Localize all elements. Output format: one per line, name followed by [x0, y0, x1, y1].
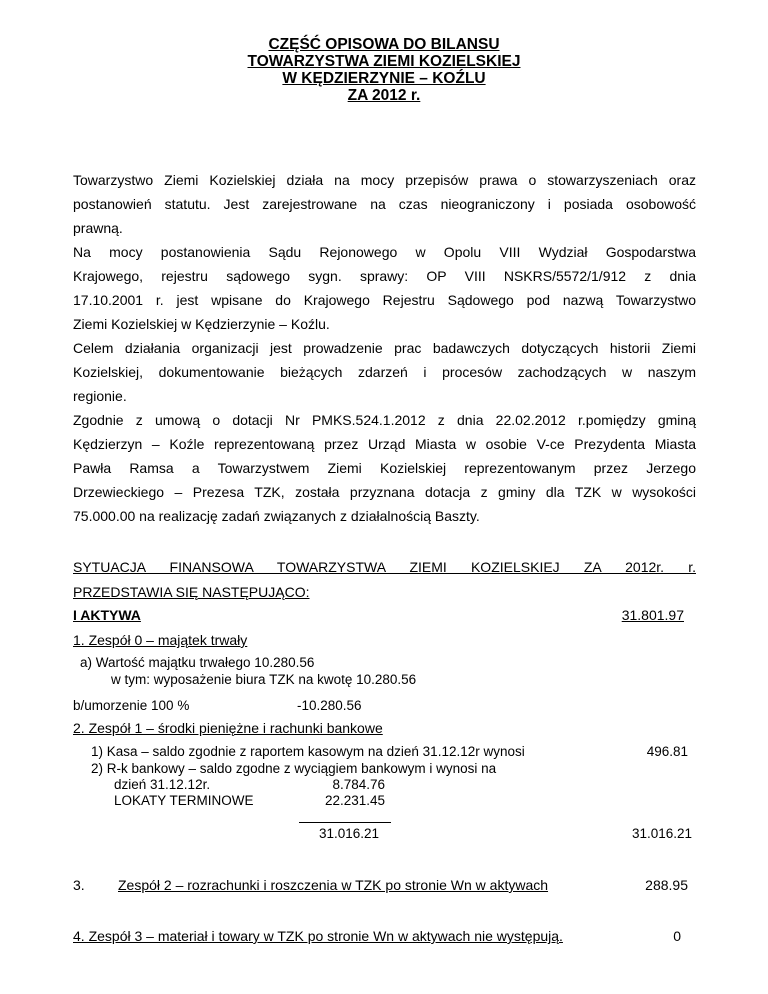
intro-line: 17.10.2001 r. jest wpisane do Krajowego Rejestru Sądowego pod nazwą Towarzystwo [73, 292, 696, 308]
intro-line: Kozielskiej, dokumentowanie bieżących zdarzeń i procesów zachodzących w naszym [73, 364, 696, 380]
intro-line: postanowień statutu. Jest zarejestrowane na czas nieograniczony i posiada osobowość [73, 196, 696, 212]
title-line-1: CZĘŚĆ OPISOWA DO BILANSU [268, 36, 500, 53]
amortization-label: b/umorzenie 100 % [73, 698, 190, 713]
intro-line: 75.000.00 na realizację zadań związanych z działalnością Baszty. [73, 508, 480, 524]
intro-line: Celem działania organizacji jest prowadzenie prac badawczych dotyczących historii Ziemi [73, 340, 696, 356]
intro-line: Pawła Ramsa a Towarzystwem Ziemi Kozielskiej reprezentowanym przez Jerzego [73, 460, 696, 476]
situation-heading-line-1: SYTUACJA FINANSOWA TOWARZYSTWA ZIEMI KOZIELSKIEJ ZA 2012r. r. [73, 559, 696, 575]
zespol1-subtotal: 31.016.21 [318, 826, 379, 841]
assets-heading: I AKTYWA [73, 607, 141, 623]
zespol2-value: 288.95 [645, 877, 688, 893]
cash-value: 496.81 [646, 744, 688, 759]
intro-line: Drzewieckiego – Prezesa TZK, została przyznana dotacja z gminy dla TZK w wysokości [73, 484, 696, 500]
bank-value: 8.784.76 [332, 777, 385, 792]
sum-separator [299, 822, 391, 823]
intro-line: Towarzystwo Ziemi Kozielskiej działa na mocy przepisów prawa o stowarzyszeniach oraz [73, 172, 696, 188]
zespol3-label: 4. Zespół 3 – materiał i towary w TZK po stronie Wn w aktywach nie występują. [73, 928, 563, 944]
intro-line: Na mocy postanowienia Sądu Rejonowego w Opolu VIII Wydział Gospodarstwa [73, 244, 696, 260]
title-line-3: W KĘDZIERZYNIE – KOŹLU [282, 70, 486, 87]
zespol0-label: 1. Zespół 0 – majątek trwały [73, 632, 248, 648]
deposits-value: 22.231.45 [324, 793, 385, 808]
bank-item: 2) R-k bankowy – saldo zgodne z wyciągiem bankowym i wynosi na [91, 761, 497, 776]
situation-heading-line-2: PRZEDSTAWIA SIĘ NASTĘPUJĄCO: [73, 584, 310, 600]
assets-total: 31.801.97 [621, 607, 684, 623]
zespol0-item-a-detail: w tym: wyposażenie biura TZK na kwotę 10.280.56 [111, 672, 417, 687]
zespol2-label: Zespół 2 – rozrachunki i roszczenia w TZK po stronie Wn w aktywach [118, 877, 549, 893]
intro-line: Krajowego, rejestru sądowego sygn. sprawy: OP VIII NSKRS/5572/1/912 z dnia [73, 268, 696, 284]
intro-line: Zgodnie z umową o dotacji Nr PMKS.524.1.2012 z dnia 22.02.2012 r.pomiędzy gminą [73, 412, 696, 428]
intro-line: Ziemi Kozielskiej w Kędzierzynie – Koźlu. [73, 316, 330, 332]
zespol1-total: 31.016.21 [631, 826, 692, 841]
zespol3-value: 0 [673, 928, 681, 944]
amortization-value: -10.280.56 [297, 698, 362, 713]
title-line-4: ZA 2012 r. [347, 87, 421, 104]
zespol0-item-a: a) Wartość majątku trwałego 10.280.56 [80, 655, 315, 670]
bank-item-date: dzień 31.12.12r. [114, 777, 211, 792]
title-line-2: TOWARZYSTWA ZIEMI KOZIELSKIEJ [247, 53, 521, 70]
intro-line: Kędzierzyn – Koźle reprezentowaną przez Urząd Miasta w osobie V-ce Prezydenta Miasta [73, 436, 696, 452]
cash-item: 1) Kasa – saldo zgodnie z raportem kasowym na dzień 31.12.12r wynosi [91, 744, 525, 759]
intro-line: prawną. [73, 220, 123, 236]
deposits-label: LOKATY TERMINOWE [114, 793, 254, 808]
zespol1-label: 2. Zespół 1 – środki pieniężne i rachunki bankowe [73, 720, 383, 736]
intro-line: regionie. [73, 388, 127, 404]
zespol2-number: 3. [73, 877, 85, 893]
